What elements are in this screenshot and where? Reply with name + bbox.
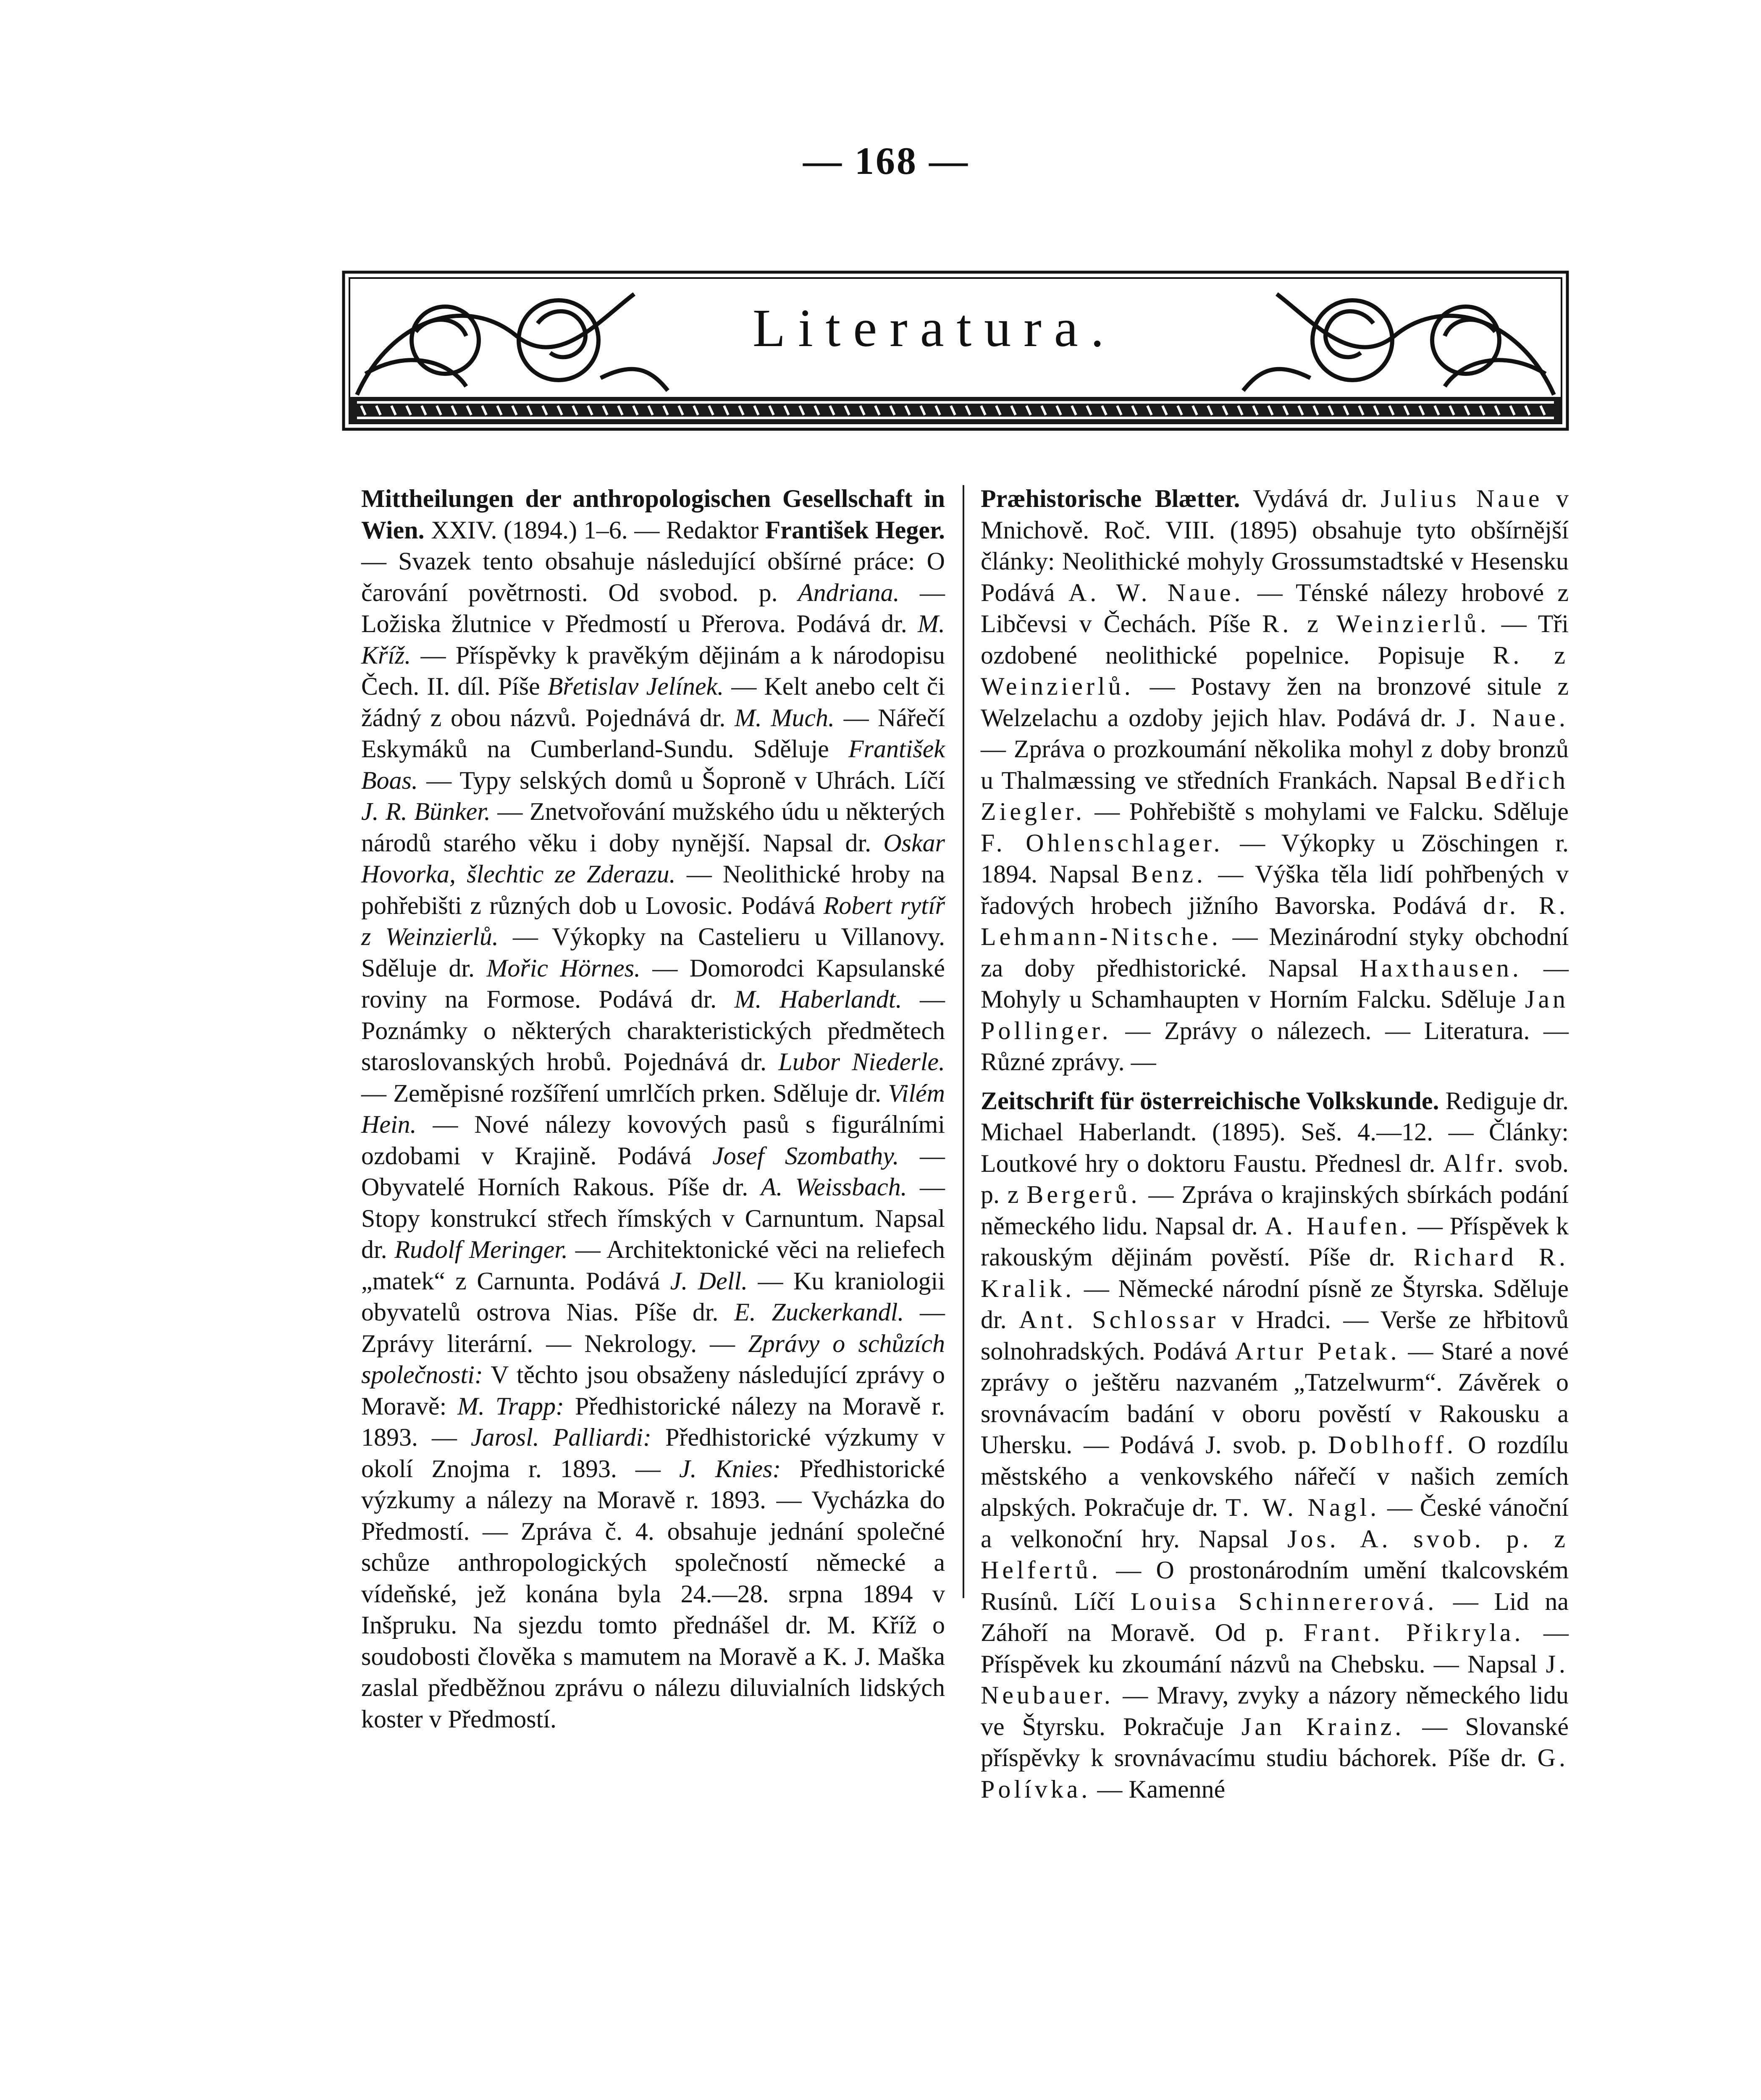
journal-title: Mittheilungen der anthropologischen Gesellschaft in Wien. xyxy=(361,485,945,544)
review-praehistorische-blaetter: Præhistorische Blætter. Vydává dr. Julius Naue v Mnichově. Roč. VIII. (1895) obsahuje tyto obšírnější články: Neolithické mohyly Grossumstadtské v Hesensku Podává A. W. Naue. — Ténské nálezy hrobové z Libčevsi v Čechách. Píše R. z Weinzierlů. — Tři ozdobené neolithické popelnice. Popisuje R. z Weinzierlů. — Postavy žen na bronzové situle z Welzelachu a ozdoby jejich hlav. Podává dr. J. Naue. — Zpráva o prozkoumání několika mohyl z doby bronzů u Thalmæssing ve středních Frankách. Napsal Bedřich Ziegler. — Pohřebiště s mohylami ve Falcku. Sděluje F. Ohlenschlager. — Výkopky u Zöschingen r. 1894. Napsal Benz. — Výška těla lidí pohřbených v řadových hrobech jižního Bavorska. Podává dr. R. Lehmann-Nitsche. — Mezinárodní styky obchodní za doby předhistorické. Napsal Haxthausen. — Mohyly u Schamhaupten v Horním Falcku. Sděluje Jan Pollinger. — Zprávy o nálezech. — Literatura. — Různé zprávy. — xyxy=(981,485,1569,1076)
ornament-left xyxy=(357,294,668,395)
ornament-right xyxy=(1243,294,1554,395)
page-number: — 168 — xyxy=(803,139,969,182)
review-mittheilungen: Mittheilungen der anthropologischen Gesellschaft in Wien. XXIV. (1894.) 1–6. — Redaktor František Heger. — Svazek tento obsahuje následující obšírné práce: O čarování povětrnosti. Od svobod. p. Andriana. — Ložiska žlutnice v Předmostí u Přerova. Podává dr. M. Kříž. — Příspěvky k pravěkým dějinám a k národopisu Čech. II. díl. Píše Břetislav Jelínek. — Kelt anebo celt či žádný z obou názvů. Pojednává dr. M. Much. — Nářečí Eskymáků na Cumberland-Sundu. Sděluje František Boas. — Typy selských domů u Šoproně v Uhrách. Líčí J. R. Bünker. — Znetvořování mužského údu u některých národů starého věku i doby nynější. Napsal dr. Oskar Hovorka, šlechtic ze Zderazu. — Neolithické hroby na pohřebišti z různých dob u Lovosic. Podává Robert rytíř z Weinzierlů. — Výkopky na Castelieru u Villanovy. Sděluje dr. Mořic Hörnes. — Domorodci Kapsulanské roviny na Formose. Podává dr. M. Haberlandt. — Poznámky o některých charakteristických předmětech staroslovanských hrobů. Pojednává dr. Lubor Niederle. — Zeměpisné rozšíření umrlčích prken. Sděluje dr. Vilém Hein. — Nové nálezy kovových pasů s figurálními ozdobami v Krajině. Podává Josef Szombathy. — Obyvatelé Horních Rakous. Píše dr. A. Weissbach. — Stopy konstrukcí střech římských v Carnuntum. Napsal dr. Rudolf Meringer. — Architektonické věci na reliefech „matek“ z Carnunta. Podává J. Dell. — Ku kraniologii obyvatelů ostrova Nias. Píše dr. E. Zuckerkandl. — Zprávy literární. — Nekrology. — Zprávy o schůzích společnosti: V těchto jsou obsaženy následující zprávy o Moravě: M. Trapp: Předhistorické nálezy na Moravě r. 1893. — Jarosl. Palliardi: Předhistorické výzkumy v okolí Znojma r. 1893. — J. Knies: Předhistorické výzkumy a nálezy na Moravě r. 1893. — Vycházka do Předmostí. — Zpráva č. 4. obsahuje jednání společné schůze anthropologických společností německé a vídeňské, jež konána byla 24.—28. srpna 1894 v Inšpruku. Na sjezdu tomto přednášel dr. M. Kříž o soudobosti člověka s mamutem na Moravě a K. J. Maška zaslal předběžnou zprávu o nálezu diluvialních lidských koster v Předmostí. xyxy=(361,485,945,1733)
column-divider xyxy=(963,485,964,1598)
left-column xyxy=(361,483,945,1735)
right-column xyxy=(981,483,1569,1805)
section-heading: Literatura. xyxy=(753,298,1117,358)
review-zeitschrift-volkskunde: Zeitschrift für österreichische Volkskunde. Rediguje dr. Michael Haberlandt. (1895). Seš. 4.—12. — Články: Loutkové hry o doktoru Faustu. Přednesl dr. Alfr. svob. p. z Bergerů. — Zpráva o krajinských sbírkách podání německého lidu. Napsal dr. A. Haufen. — Příspěvek k rakouským dějinám pověstí. Píše dr. Richard R. Kralik. — Německé národní písně ze Štyrska. Sděluje dr. Ant. Schlossar v Hradci. — Verše ze hřbitovů solnohradských. Podává Artur Petak. — Staré a nové zprávy o ještěru nazvaném „Tatzelwurm“. Závěrek o srovnávacím badání v oboru pověstí v Rakousku a Uhersku. — Podává J. svob. p. Doblhoff. O rozdílu městského a venkovského nářečí v našich zemích alpských. Pokračuje dr. T. W. Nagl. — České vánoční a velkonoční hry. Napsal Jos. A. svob. p. z Helfertů. — O prostonárodním umění tkalcovském Rusínů. Líčí Louisa Schinnererová. — Lid na Záhoří na Moravě. Od p. Frant. Přikryla. — Příspěvek ku zkoumání názvů na Chebsku. — Napsal J. Neubauer. — Mravy, zvyky a názory německého lidu ve Štyrsku. Pokračuje Jan Krainz. — Slovanské příspěvky k srovnávacímu studiu báchorek. Píše dr. G. Polívka. — Kamenné xyxy=(981,1087,1569,1803)
journal-title: Zeitschrift für österreichische Volkskunde. xyxy=(981,1087,1439,1115)
journal-title: Præhistorische Blætter. xyxy=(981,485,1240,512)
